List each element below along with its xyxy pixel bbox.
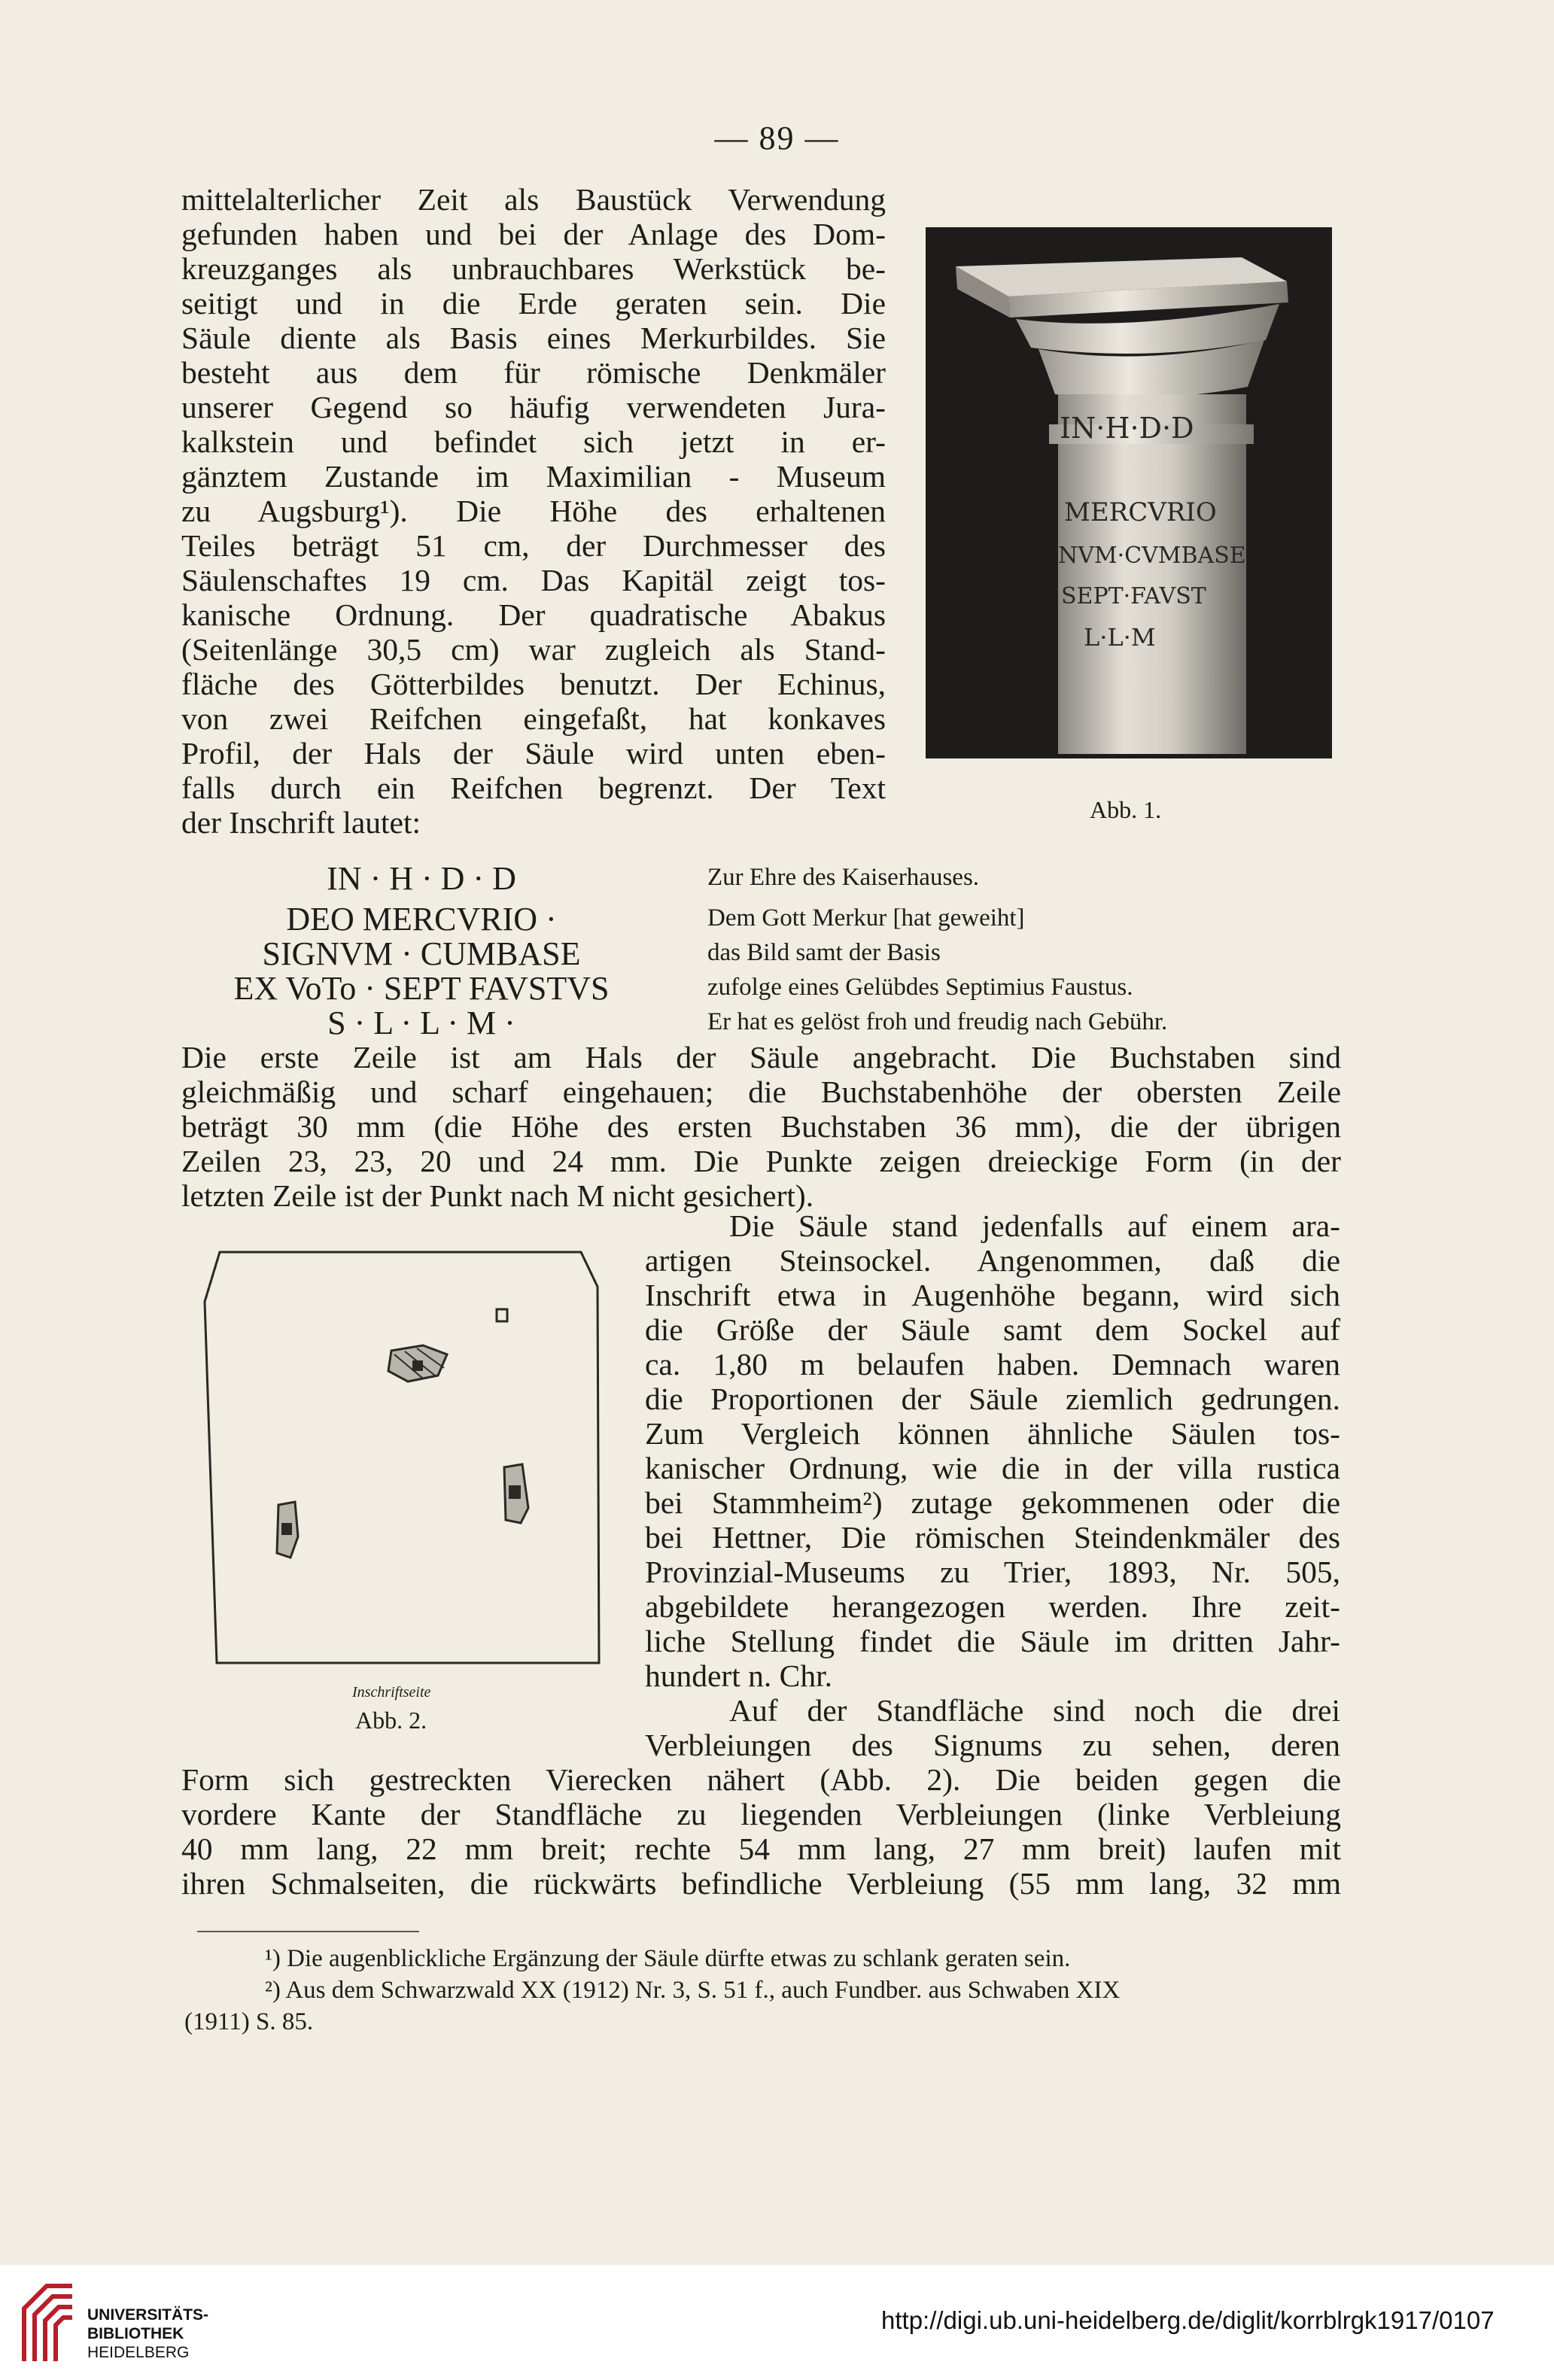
library-logo-icon[interactable] — [17, 2278, 80, 2372]
text-line: Säulenschaftes 19 cm. Das Kapitäl zeigt tos- — [181, 563, 886, 597]
text-line: Provinzial-Museums zu Trier, 1893, Nr. 505, — [645, 1555, 1340, 1589]
text-line: beträgt 30 mm (die Höhe des ersten Buchstaben 36 mm), die der übrigen — [181, 1109, 1341, 1144]
text-line: fläche des Götterbildes benutzt. Der Echinus, — [181, 667, 886, 701]
full-width-paragraph — [181, 1040, 1341, 1213]
text-line: seitigt und in die Erde geraten sein. Die — [181, 286, 886, 321]
text-line: liche Stellung findet die Säule im dritten Jahr- — [645, 1624, 1340, 1658]
text-line: von zwei Reifchen eingefaßt, hat konkaves — [181, 701, 886, 736]
text-line: Säule diente als Basis eines Merkurbildes. Sie — [181, 321, 886, 355]
text-line: kreuzganges als unbrauchbares Werkstück be- — [181, 251, 886, 286]
text-line: zu Augsburg¹). Die Höhe des erhaltenen — [181, 494, 886, 528]
text-line: Zeilen 23, 23, 20 und 24 mm. Die Punkte zeigen dreieckige Form (in der — [181, 1144, 1341, 1178]
text-line: Teiles beträgt 51 cm, der Durchmesser des — [181, 528, 886, 563]
text-line: Auf der Standfläche sind noch die drei — [729, 1693, 1340, 1728]
left-column-text — [181, 182, 886, 840]
text-line: Die Säule stand jedenfalls auf einem ara- — [729, 1208, 1340, 1243]
text-line: Inschrift etwa in Augenhöhe begann, wird sich — [645, 1278, 1340, 1312]
stone-inscription-line: IN·H·D·D — [1060, 412, 1194, 445]
text-line: Verbleiungen des Signums zu sehen, deren — [645, 1728, 1340, 1762]
library-emblem-icon — [17, 2278, 80, 2369]
text-line: unserer Gegend so häufig verwendeten Jura- — [181, 390, 886, 424]
library-footer — [0, 2265, 1554, 2380]
footnote-2-continuation: (1911) S. 85. — [184, 2008, 314, 2035]
text-line: letzten Zeile ist der Punkt nach M nicht gesichert). — [181, 1178, 814, 1213]
inscription-latin-line: IN · H · D · D — [327, 860, 516, 897]
text-line: die Proportionen der Säule ziemlich gedrungen. — [645, 1381, 1340, 1416]
footnote-2: ²) Aus dem Schwarzwald XX (1912) Nr. 3, S. 51 f., auch Fundber. aus Schwaben XIX — [265, 1977, 1121, 2004]
inscription-german-line: das Bild samt der Basis — [707, 939, 941, 966]
footnote-1: ¹) Die augenblickliche Ergänzung der Säule dürfte etwas zu schlank geraten sein. — [265, 1945, 1071, 1972]
text-line: (Seitenlänge 30,5 cm) war zugleich als Stand- — [181, 632, 886, 667]
text-line: gefunden haben und bei der Anlage des Dom- — [181, 217, 886, 251]
inscription-latin-line: EX VoTo · SEPT FAVSTVS — [233, 970, 610, 1007]
bottom-paragraph — [181, 1762, 1341, 1901]
text-line: Profil, der Hals der Säule wird unten eben- — [181, 736, 886, 771]
text-line: besteht aus dem für römische Denkmäler — [181, 355, 886, 390]
stone-inscription-line: L·L·M — [1084, 623, 1156, 652]
text-line: bei Stammheim²) zutage gekommenen oder die — [645, 1485, 1340, 1520]
inscription-german-line: zufolge eines Gelübdes Septimius Faustus. — [707, 974, 1133, 1001]
inscription-latin-line: S · L · L · M · — [327, 1005, 515, 1041]
text-line: falls durch ein Reifchen begrenzt. Der Text — [181, 771, 886, 805]
text-line: ca. 1,80 m belaufen haben. Demnach waren — [645, 1347, 1340, 1381]
column-photograph — [926, 227, 1332, 758]
footnote-rule — [197, 1931, 419, 1932]
library-name-line: HEIDELBERG — [87, 2344, 190, 2361]
text-line: abgebildete herangezogen werden. Ihre zeit- — [645, 1589, 1340, 1624]
text-line: gleichmäßig und scharf eingehauen; die Buchstabenhöhe der obersten Zeile — [181, 1074, 1341, 1109]
text-line: bei Hettner, Die römischen Steindenkmäler des — [645, 1520, 1340, 1555]
text-line: kalkstein und befindet sich jetzt in er- — [181, 424, 886, 459]
text-line: kanische Ordnung. Der quadratische Abakus — [181, 597, 886, 632]
inscription-german-line: Er hat es gelöst froh und freudig nach Gebühr. — [707, 1008, 1168, 1035]
text-line: vordere Kante der Standfläche zu liegenden Verbleiungen (linke Verbleiung — [181, 1797, 1341, 1831]
text-line: die Größe der Säule samt dem Sockel auf — [645, 1312, 1340, 1347]
library-name-line: BIBLIOTHEK — [87, 2325, 184, 2342]
text-line: kanischer Ordnung, wie die in der villa rustica — [645, 1451, 1340, 1485]
library-name — [87, 2306, 208, 2362]
source-url-link[interactable]: http://digi.ub.uni-heidelberg.de/diglit/korrblrgk1917/0107 — [881, 2306, 1495, 2334]
stone-inscription-line: MERCVRIO — [1064, 497, 1217, 527]
inscription-latin-line: SIGNVM · CUMBASE — [262, 935, 581, 972]
inscription-latin-line: DEO MERCVRIO · — [286, 901, 557, 938]
text-line: Form sich gestreckten Vierecken nähert (Abb. 2). Die beiden gegen die — [181, 1762, 1341, 1797]
stone-inscription-line: SEPT·FAVST — [1061, 583, 1206, 609]
abacus-sketch — [197, 1242, 610, 1674]
text-line: artigen Steinsockel. Angenommen, daß die — [645, 1243, 1340, 1278]
inscription-german-line: Dem Gott Merkur [hat geweiht] — [707, 904, 1025, 932]
library-name-line: UNIVERSITÄTS- — [87, 2306, 209, 2324]
text-line: Zum Vergleich können ähnliche Säulen tos- — [645, 1416, 1340, 1451]
text-line: Die erste Zeile ist am Hals der Säule angebracht. Die Buchstaben sind — [181, 1040, 1341, 1074]
figure-2-side-label: Inschriftseite — [352, 1684, 431, 1701]
inscription-german-line: Zur Ehre des Kaiserhauses. — [707, 864, 980, 891]
text-line: gänztem Zustande im Maximilian - Museum — [181, 459, 886, 494]
stone-inscription-line: NVM·CVMBASE — [1058, 543, 1246, 569]
text-line: der Inschrift lautet: — [181, 805, 421, 840]
right-column-text — [645, 1208, 1340, 1762]
figure-2-caption: Abb. 2. — [355, 1707, 427, 1734]
page-number: — 89 — — [714, 120, 840, 157]
text-line: 40 mm lang, 22 mm breit; rechte 54 mm lang, 27 mm breit) laufen mit — [181, 1831, 1341, 1866]
figure-1-caption: Abb. 1. — [1090, 796, 1162, 823]
text-line: ihren Schmalseiten, die rückwärts befindliche Verbleiung (55 mm lang, 32 mm — [181, 1866, 1341, 1901]
abacus-sketch-drawing — [197, 1242, 610, 1674]
text-line: mittelalterlicher Zeit als Baustück Verwendung — [181, 182, 886, 217]
column-photo-drawing — [926, 227, 1332, 758]
text-line: hundert n. Chr. — [645, 1658, 832, 1693]
